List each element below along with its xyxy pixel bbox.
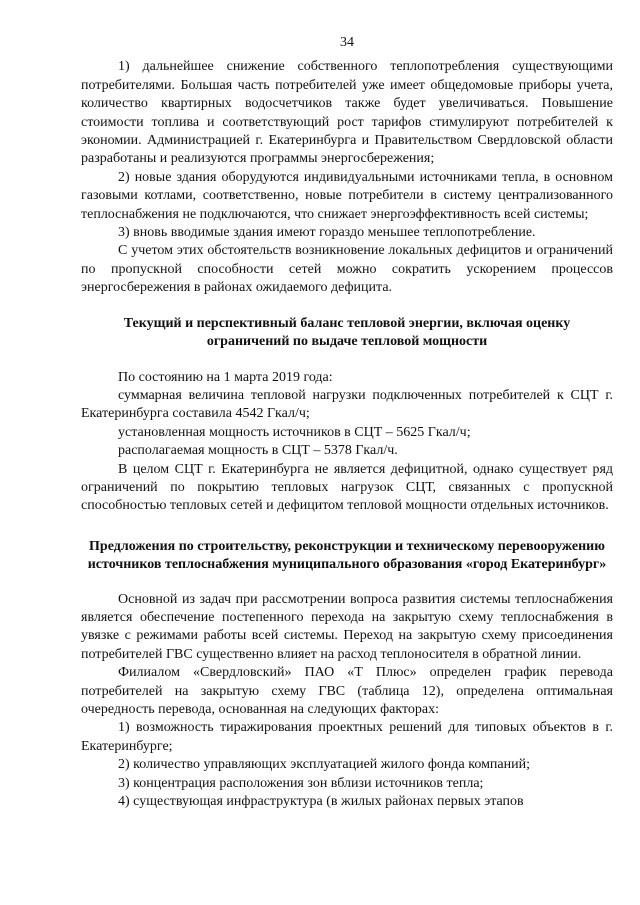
page-number: 34 (340, 35, 354, 50)
list-item-infrastructure: 4) существующая инфраструктура (в жилых районах первых этапов (118, 794, 524, 810)
list-item-zone-concentration: 3) концентрация расположения зон вблизи источников тепла; (118, 775, 484, 791)
list-item-management-companies: 2) количество управляющих эксплуатацией жилого фонда компаний; (118, 757, 531, 773)
paragraph-installed-capacity: установленная мощность источников в СЦТ – 5625 Гкал/ч; (118, 424, 471, 440)
paragraph-new-buildings: 2) новые здания оборудуются индивидуальными источниками тепла, в основном газовыми котлами, соответственно, новые потребители в систему централизованного теплоснабжения не подключаются, что снижает энергоэффективность всей системы; (81, 169, 613, 222)
paragraph-energy-saving: 1) дальнейшее снижение собственного теплопотребления существующими потребителями. Большая часть потребителей уже имеет общедомовые приборы учета, количество квартирных водосчетчиков также будет увеличиваться. Повышение стоимости топлива и соответствующий рост тарифов стимулируют потребителей к экономии. Администрацией г. Екатеринбурга и Правительством Свердловской области разработаны и реализуются программы энергосбережения; (81, 59, 613, 167)
paragraph-main-task: Основной из задач при рассмотрении вопроса развития системы теплоснабжения является обеспечение постепенного перехода на закрытую схему теплоснабжения в увязке с режимами работы всей системы. Переход на закрытую схему присоединения потребителей ГВС существенно влияет на расход теплоносителя в обратной линии. (81, 591, 613, 662)
list-item-replication: 1) возможность тиражирования проектных решений для типовых объектов в г. Екатеринбурге; (81, 720, 613, 754)
section-heading-proposals: Предложения по строительству, реконструкции и техническому перевооружению источников теплоснабжения муниципального образования «город Екатеринбург» (87, 538, 607, 573)
paragraph-available-capacity: располагаемая мощность в СЦТ – 5378 Гкал/ч. (118, 443, 398, 459)
paragraph-new-consumption: 3) вновь вводимые здания имеют гораздо меньшее теплопотребление. (118, 225, 536, 241)
paragraph-branch-schedule: Филиалом «Свердловский» ПАО «Т Плюс» определен график перевода потребителей на закрытую схему ГВС (таблица 12), определена оптимальная очередность перевода, основанная на следующих факторах: (81, 665, 613, 717)
paragraph-deficit-summary: В целом СЦТ г. Екатеринбурга не является дефицитной, однако существует ряд ограничений по покрытию тепловых нагрузок СЦТ, связанных с пропускной способностью тепловых сетей и дефицитом тепловой мощности отдельных источников. (81, 461, 613, 514)
paragraph-total-load: суммарная величина тепловой нагрузки подключенных потребителей к СЦТ г. Екатеринбурга составила 4542 Гкал/ч; (81, 387, 613, 422)
paragraph-status-date: По состоянию на 1 марта 2019 года: (118, 369, 333, 385)
paragraph-conclusion: С учетом этих обстоятельств возникновение локальных дефицитов и ограничений по пропускной способности сетей можно сократить ускорением процессов энергосбережения в районах ожидаемого дефицита. (81, 243, 613, 296)
section-heading-balance: Текущий и перспективный баланс тепловой энергии, включая оценку ограничений по выдаче тепловой мощности (123, 315, 571, 350)
